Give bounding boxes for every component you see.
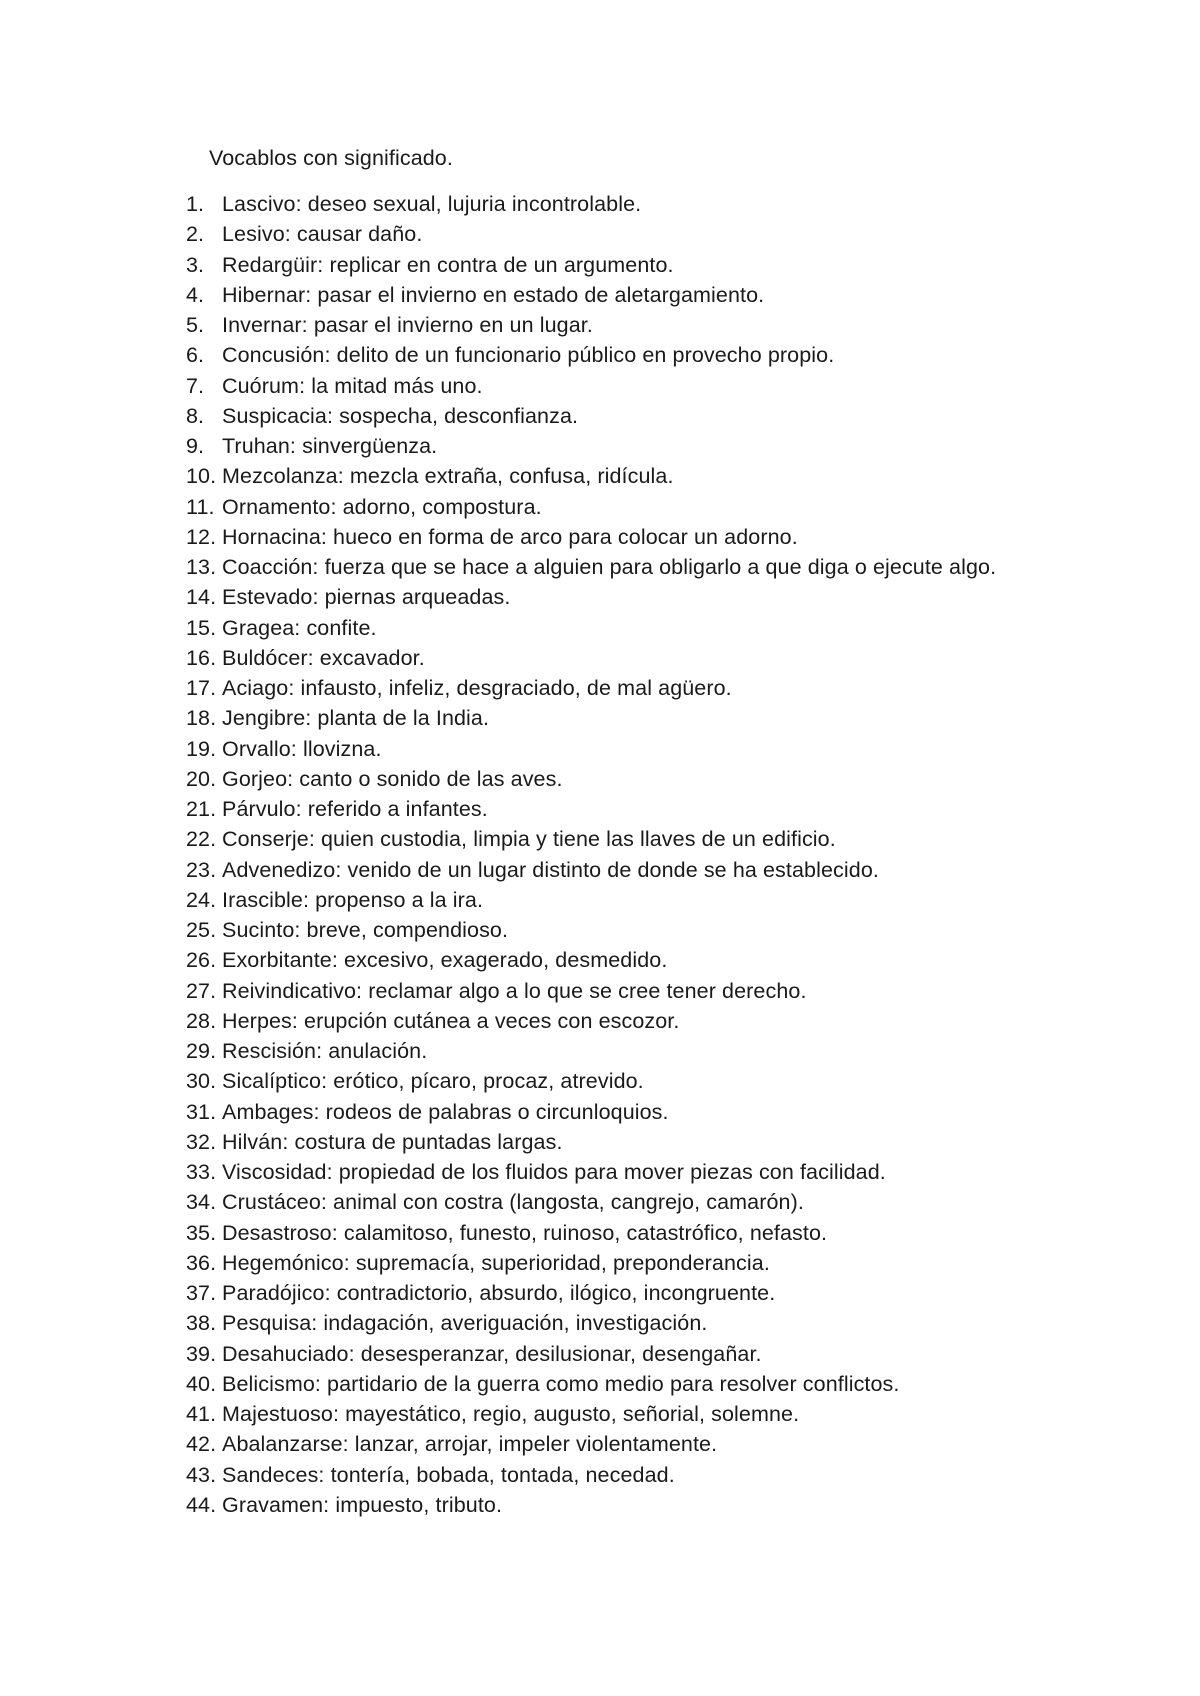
item-number: 23. [186, 857, 217, 882]
item-text: Sandeces: tontería, bobada, tontada, necedad. [222, 1462, 675, 1487]
item-number: 12. [186, 524, 217, 549]
item-number: 6. [186, 343, 205, 368]
item-text: Hibernar: pasar el invierno en estado de aletargamiento. [222, 282, 765, 307]
list-item [186, 734, 1006, 764]
item-number: 19. [186, 736, 217, 761]
item-number: 1. [186, 192, 205, 216]
item-text: Cuórum: la mitad más uno. [222, 373, 483, 398]
list-item [186, 522, 1006, 552]
item-text: Orvallo: llovizna. [222, 736, 382, 761]
item-text: Desastroso: calamitoso, funesto, ruinoso, catastrófico, nefasto. [222, 1220, 828, 1245]
item-text: Pesquisa: indagación, averiguación, investigación. [222, 1311, 708, 1336]
list-item [186, 492, 1006, 522]
item-number: 33. [186, 1160, 217, 1184]
item-text: Paradójico: contradictorio, absurdo, ilógico, incongruente. [222, 1281, 776, 1305]
item-number: 30. [186, 1069, 217, 1094]
list-item [186, 1399, 1006, 1429]
list-item [186, 189, 1006, 219]
item-text: Suspicacia: sospecha, desconfianza. [222, 403, 579, 428]
item-text: Crustáceo: animal con costra (langosta, cangrejo, camarón). [222, 1190, 804, 1215]
item-text: Viscosidad: propiedad de los fluidos para mover piezas con facilidad. [222, 1160, 886, 1184]
item-text: Conserje: quien custodia, limpia y tiene las llaves de un edificio. [222, 827, 836, 852]
item-text: Invernar: pasar el invierno en un lugar. [222, 313, 593, 337]
list-item [186, 1278, 1006, 1308]
item-number: 17. [186, 676, 217, 700]
item-number: 9. [186, 434, 205, 458]
item-text: Gorjeo: canto o sonido de las aves. [222, 766, 563, 791]
item-text: Ambages: rodeos de palabras o circunloquios. [222, 1099, 669, 1124]
list-item [186, 280, 1006, 310]
list-item [186, 976, 1006, 1006]
item-number: 14. [186, 585, 217, 610]
item-text: Reivindicativo: reclamar algo a lo que se cree tener derecho. [222, 978, 807, 1003]
item-number: 10. [186, 464, 217, 489]
list-item [186, 764, 1006, 794]
list-item [186, 1157, 1006, 1187]
item-text: Aciago: infausto, infeliz, desgraciado, de mal agüero. [222, 676, 732, 700]
list-item [186, 1187, 1006, 1217]
item-text: Ornamento: adorno, compostura. [222, 494, 542, 519]
page-title: Vocablos con significado. [209, 146, 453, 170]
item-number: 16. [186, 645, 217, 670]
item-number: 7. [186, 373, 205, 398]
item-text: Lesivo: causar daño. [222, 222, 423, 247]
item-number: 28. [186, 1008, 217, 1033]
item-number: 24. [186, 887, 217, 912]
item-number: 3. [186, 252, 205, 277]
item-number: 37. [186, 1281, 217, 1305]
list-item [186, 794, 1006, 824]
list-item [186, 552, 1006, 582]
item-text: Advenedizo: venido de un lugar distinto de donde se ha establecido. [222, 857, 879, 882]
item-text: Herpes: erupción cutánea a veces con escozor. [222, 1008, 680, 1033]
vocabulary-list [186, 189, 1006, 1520]
item-number: 36. [186, 1250, 217, 1275]
item-text: Lascivo: deseo sexual, lujuria incontrolable. [222, 192, 642, 216]
list-item [186, 1218, 1006, 1248]
list-item [186, 431, 1006, 461]
item-number: 29. [186, 1039, 217, 1063]
item-number: 25. [186, 918, 217, 942]
item-text: Mezcolanza: mezcla extraña, confusa, ridícula. [222, 464, 674, 489]
item-number: 15. [186, 615, 217, 640]
list-item [186, 219, 1006, 249]
item-text: Párvulo: referido a infantes. [222, 797, 488, 821]
item-text: Coacción: fuerza que se hace a alguien para obligarlo a que diga o ejecute algo. [222, 555, 997, 579]
item-number: 35. [186, 1220, 217, 1245]
list-item [186, 1308, 1006, 1338]
item-text: Majestuoso: mayestático, regio, augusto, señorial, solemne. [222, 1402, 800, 1426]
item-text: Abalanzarse: lanzar, arrojar, impeler violentamente. [222, 1432, 718, 1457]
list-item [186, 401, 1006, 431]
list-item [186, 885, 1006, 915]
list-item [186, 340, 1006, 370]
list-item [186, 1097, 1006, 1127]
item-text: Concusión: delito de un funcionario público en provecho propio. [222, 343, 835, 368]
list-item [186, 1006, 1006, 1036]
item-text: Redargüir: replicar en contra de un argumento. [222, 252, 674, 277]
item-number: 41. [186, 1402, 217, 1426]
list-item [186, 824, 1006, 854]
item-number: 5. [186, 313, 205, 337]
item-number: 4. [186, 282, 205, 307]
item-number: 18. [186, 706, 217, 731]
item-number: 21. [186, 797, 217, 821]
item-number: 8. [186, 403, 205, 428]
item-number: 13. [186, 555, 217, 579]
item-text: Estevado: piernas arqueadas. [222, 585, 511, 610]
item-number: 20. [186, 766, 217, 791]
item-number: 38. [186, 1311, 217, 1336]
list-item [186, 582, 1006, 612]
item-number: 11. [186, 494, 215, 519]
item-text: Sucinto: breve, compendioso. [222, 918, 509, 942]
list-item [186, 1036, 1006, 1066]
list-item [186, 1429, 1006, 1459]
list-item [186, 1066, 1006, 1096]
item-number: 34. [186, 1190, 217, 1215]
item-number: 39. [186, 1341, 217, 1366]
list-item [186, 1490, 1006, 1520]
list-item [186, 703, 1006, 733]
list-item [186, 915, 1006, 945]
item-text: Hegemónico: supremacía, superioridad, preponderancia. [222, 1250, 770, 1275]
item-number: 2. [186, 222, 205, 247]
item-number: 26. [186, 948, 217, 973]
item-number: 44. [186, 1492, 217, 1517]
item-text: Gragea: confite. [222, 615, 377, 640]
item-number: 31. [186, 1099, 217, 1124]
item-text: Hilván: costura de puntadas largas. [222, 1129, 563, 1154]
item-number: 42. [186, 1432, 217, 1457]
item-text: Rescisión: anulación. [222, 1039, 428, 1063]
list-item [186, 310, 1006, 340]
list-item [186, 855, 1006, 885]
item-number: 43. [186, 1462, 217, 1487]
list-item [186, 1127, 1006, 1157]
list-item [186, 250, 1006, 280]
item-text: Hornacina: hueco en forma de arco para colocar un adorno. [222, 524, 798, 549]
item-text: Truhan: sinvergüenza. [222, 434, 438, 458]
list-item [186, 613, 1006, 643]
item-text: Exorbitante: excesivo, exagerado, desmedido. [222, 948, 668, 973]
item-text: Buldócer: excavador. [222, 645, 425, 670]
list-item [186, 673, 1006, 703]
list-item [186, 945, 1006, 975]
list-item [186, 1460, 1006, 1490]
item-text: Belicismo: partidario de la guerra como medio para resolver conflictos. [222, 1371, 900, 1396]
list-item [186, 371, 1006, 401]
list-item [186, 1369, 1006, 1399]
item-text: Irascible: propenso a la ira. [222, 887, 484, 912]
list-item [186, 1339, 1006, 1369]
list-item [186, 1248, 1006, 1278]
item-number: 27. [186, 978, 217, 1003]
item-text: Desahuciado: desesperanzar, desilusionar, desengañar. [222, 1341, 762, 1366]
item-text: Jengibre: planta de la India. [222, 706, 490, 731]
item-number: 32. [186, 1129, 217, 1154]
item-number: 40. [186, 1371, 217, 1396]
item-text: Gravamen: impuesto, tributo. [222, 1492, 503, 1517]
item-number: 22. [186, 827, 217, 852]
list-item [186, 461, 1006, 491]
item-text: Sicalíptico: erótico, pícaro, procaz, atrevido. [222, 1069, 644, 1094]
list-item [186, 643, 1006, 673]
